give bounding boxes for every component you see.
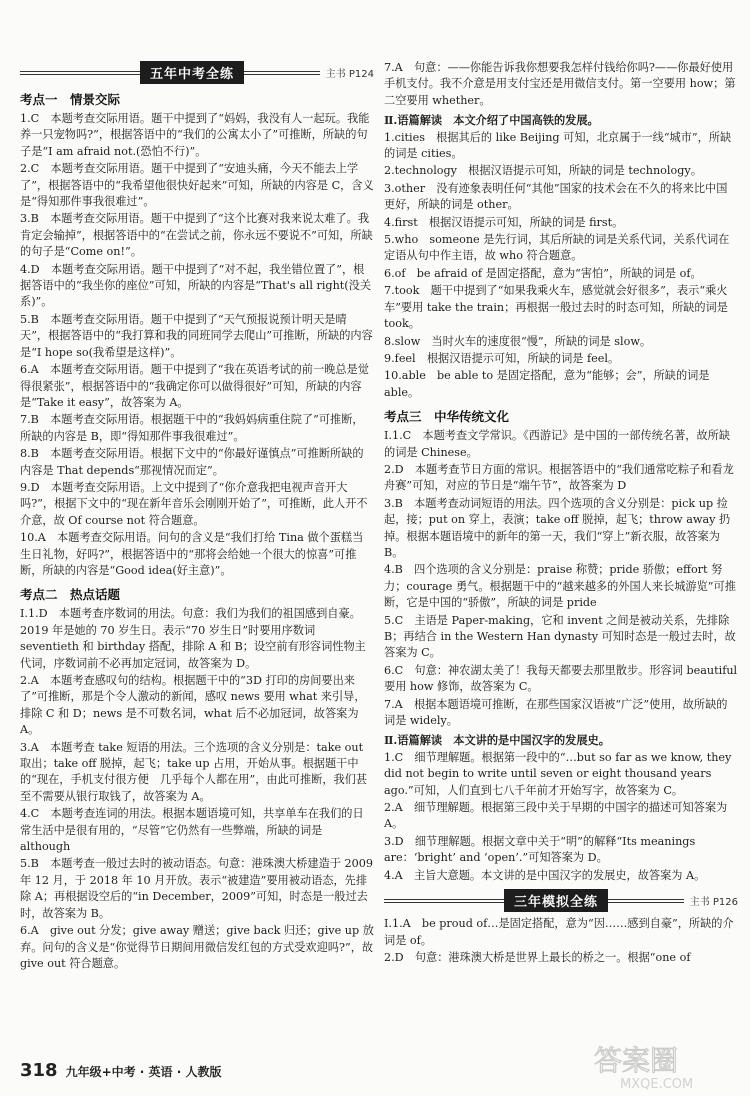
answer-paragraph: Ⅰ.1.D 本题考查序数词的用法。句意：我们为我们的祖国感到自豪。2019 年是她的 70 岁生日。表示“70 岁生日”时要用序数词 seventieth 和 birthday 搭配，排除 A 和 B；设空前有形容词性物主代词，序数词前不必再加定冠词，故答案为 D。 bbox=[20, 607, 366, 670]
answer-paragraph: 6.C 句意：神农湖太美了！我每天都要去那里散步。形容词 beautiful 要用 how 修饰，故答案为 C。 bbox=[384, 663, 738, 694]
answer-paragraph: 2.D 本题考查节日方面的常识。根据答语中的“我们通常吃粽子和看龙舟赛”可知，对应的节日是“端午节”，故答案为 D bbox=[384, 462, 734, 493]
answer-paragraph: 4.B 四个选项的含义分别是：praise 称赞；pride 骄傲；effort 努力；courage 勇气。根据题干中的“越来越多的外国人来长城游览”可推断，它是中国的“骄傲”，所缺的词是 pride bbox=[384, 563, 736, 610]
answer-paragraph: 7.took 题干中提到了“如果我乘火车，感觉就会好很多”，表示“乘火车”要用 take the train；再根据一般过去时的时态可知，所缺的词是 took。 bbox=[384, 284, 728, 331]
page-footer bbox=[20, 1060, 221, 1081]
answer-paragraph: 2.A 细节理解题。根据第三段中关于早期的中国字的描述可知答案为 A。 bbox=[384, 801, 728, 831]
answer-paragraph: 1.cities 根据其后的 like Beijing 可知，北京属于一线“城市”，所缺的词是 cities。 bbox=[384, 130, 732, 161]
answer-paragraph: Ⅰ.1.C 本题考查文学常识。《西游记》是中国的一部传统名著，故所缺的词是 Chinese。 bbox=[384, 429, 731, 459]
answer-paragraph: 1.C 细节理解题。根据第一段中的“…but so far as we know, they did not begin to write until seven or eight thousand years ago.”可知，人们直到七八千年前才开始写字，故答案为 C。 bbox=[384, 750, 732, 797]
banner-ref: 主书 P124 bbox=[320, 65, 374, 80]
answer-paragraph: 2.A 本题考查感叹句的结构。根据题干中的“3D 打印的房间要出来了”可推断，那是个令人激动的新闻，感叹 news 要用 what 来引导，排除 C 和 D；news 是不可数名词，what 后不必加冠词，故答案为 A。 bbox=[20, 674, 366, 737]
banner-title: 三年模拟全练 bbox=[504, 889, 608, 912]
answer-paragraph: 2.C 本题考查交际用语。题干中提到了“安迪头痛，今天不能去上学了”，根据答语中的“我希望他很快好起来”可知，所缺的内容是 C，含义是“得知那件事我很难过”。 bbox=[20, 162, 374, 209]
answer-paragraph: 5.who someone 是先行词，其后所缺的词是关系代词，关系代词在定语从句中作主语，故 who 符合题意。 bbox=[384, 233, 730, 263]
section-heading: 考点一 情景交际 bbox=[20, 92, 121, 107]
answer-paragraph: 10.able be able to 是固定搭配，意为“能够；会”，所缺的词是 able。 bbox=[384, 369, 710, 399]
answer-paragraph: 2.technology 根据汉语提示可知，所缺的词是 technology。 bbox=[384, 164, 702, 178]
watermark-logo-icon bbox=[590, 1038, 740, 1092]
answer-paragraph: 5.B 本题考查一般过去时的被动语态。句意：港珠澳大桥建造于 2009 年 12 月，于 2018 年 10 月开放。表示“被建造”要用被动语态，先排除 A；再根据设空后的“in December，2009”可知，时态是一般过去时，故答案为 B。 bbox=[20, 857, 373, 920]
answer-paragraph: 1.C 本题考查交际用语。题干中提到了“妈妈，我没有人一起玩。我能养一只宠物吗?”，根据答语中的“我们的公寓太小了”可推断，所缺的句子是“I am afraid not.(恐怕不行)”。 bbox=[20, 112, 370, 158]
section-banner bbox=[384, 888, 738, 912]
answer-paragraph: 3.A 本题考查 take 短语的用法。三个选项的含义分别是：take out 取出；take off 脱掉，起飞；take up 占用，开始从事。根据题干中的“现在，手机支付很方便 几乎每个人都在用”，由此可推断，我们甚至不需要从银行取钱了，故答案为 A。 bbox=[20, 740, 368, 803]
answer-paragraph: Ⅰ.1.A be proud of…是固定搭配，意为“因……感到自豪”，所缺的介词是 of。 bbox=[384, 917, 734, 947]
right-body bbox=[384, 60, 738, 966]
right-column bbox=[384, 60, 738, 967]
answer-paragraph: 3.other 没有迹象表明任何“其他”国家的技术会在不久的将来比中国更好，所缺的词是 other。 bbox=[384, 181, 728, 212]
page-number: 318 bbox=[20, 1060, 58, 1081]
answer-paragraph: 4.D 本题考查交际用语。题干中提到了“对不起，我坐错位置了”，根据答语中的“我坐你的座位”可知，所缺的内容是“That's all right(没关系)”。 bbox=[20, 262, 372, 309]
passage-summary: Ⅱ.语篇解读 本文讲的是中国汉字的发展史。 bbox=[384, 733, 610, 748]
section-heading: 考点二 热点话题 bbox=[20, 587, 121, 603]
answer-paragraph: 9.feel 根据汉语提示可知，所缺的词是 feel。 bbox=[384, 351, 620, 365]
answer-paragraph: 2.D 句意：港珠澳大桥是世界上最长的桥之一。根据“one of bbox=[384, 950, 691, 964]
answer-paragraph: 9.D 本题考查交际用语。上文中提到了“你介意我把电视声音开大吗?”，根据下文中的“现在新年音乐会刚刚开始了”，可推断，此人开不介意，故 Of course not 符合题意。 bbox=[20, 480, 368, 527]
svg-text:MXQE.COM: MXQE.COM bbox=[620, 1077, 694, 1092]
answer-paragraph: 7.A 句意：——你能告诉我你想要我怎样付钱给你吗?——你最好使用手机支付。我不介意是用支付宝还是用微信支付。第一空要用 how；第二空要用 whether。 bbox=[384, 61, 736, 107]
answer-paragraph: 4.C 本题考查连词的用法。根据本题语境可知，共享单车在我们的日常生活中是很有用的，“尽管”它仍然有一些弊端，所缺的词是 although bbox=[20, 807, 364, 854]
answer-paragraph: 3.B 本题考查动词短语的用法。四个选项的含义分别是：pick up 捡起，接；put on 穿上，表演；take off 脱掉，起飞；throw away 扔掉。根据本题语境中的新年的第一天，我们“穿上”新衣服，故答案为 B。 bbox=[384, 496, 731, 559]
answer-paragraph: 8.slow 当时火车的速度很“慢”，所缺的词是 slow。 bbox=[384, 334, 652, 348]
section-heading: 考点三 中华传统文化 bbox=[384, 409, 510, 425]
left-body bbox=[20, 90, 374, 972]
answer-paragraph: 6.A 本题考查交际用语。题干中提到了“我在英语考试的前一晚总是觉得很紧张”，根据答语中的“我确定你可以做得很好”可知，所缺的内容是“Take it easy”，故答案为 A。 bbox=[20, 363, 369, 409]
answer-paragraph: 6.A give out 分发；give away 赠送；give back 归还；give up 放弃。问句的含义是“你觉得节日期间用微信发红包的方式受欢迎吗?”，故 give out 符合题意。 bbox=[20, 924, 374, 970]
answer-paragraph: 5.C 主语是 Paper-making，它和 invent 之间是被动关系，先排除 B；再结合 in the Western Han dynasty 可知时态是一般过去时，故答案为 C。 bbox=[384, 613, 736, 660]
answer-paragraph: 6.of be afraid of 是固定搭配，意为“害怕”，所缺的词是 of。 bbox=[384, 266, 702, 280]
passage-summary: Ⅱ.语篇解读 本文介绍了中国高铁的发展。 bbox=[384, 113, 599, 128]
answer-paragraph: 4.first 根据汉语提示可知，所缺的词是 first。 bbox=[384, 215, 624, 229]
answer-paragraph: 7.B 本题考查交际用语。根据题干中的“我妈妈病重住院了”可推断，所缺的内容是 B，即“得知那件事我很难过”。 bbox=[20, 413, 364, 443]
section-banner bbox=[20, 60, 374, 84]
answer-paragraph: 4.A 主旨大意题。本文讲的是中国汉字的发展史，故答案为 A。 bbox=[384, 868, 706, 882]
left-column bbox=[20, 60, 374, 973]
svg-text:答案圈: 答案圈 bbox=[594, 1044, 679, 1077]
banner-ref: 主书 P126 bbox=[684, 893, 738, 908]
answer-paragraph: 7.A 根据本题语境可推断，在那些国家汉语被“广泛”使用，故所缺的词是 widely。 bbox=[384, 697, 728, 728]
answer-paragraph: 3.B 本题考查交际用语。题干中提到了“这个比赛对我来说太难了。我肯定会输掉”，根据答语中的“在尝试之前，你永远不要说不”可知，所缺的句子是“Come on!”。 bbox=[20, 212, 373, 259]
answer-paragraph: 8.B 本题考查交际用语。根据下文中的“你最好谨慎点”可推断所缺的内容是 That depends“那视情况而定”。 bbox=[20, 447, 364, 477]
answer-paragraph: 10.A 本题考查交际用语。问句的含义是“我们打给 Tina 做个蛋糕当生日礼物，好吗?”，根据答语中的“那将会给她一个很大的惊喜”可推断，所缺的内容是“Good idea(好主意)”。 bbox=[20, 531, 364, 577]
banner-title: 五年中考全练 bbox=[140, 61, 244, 84]
answer-paragraph: 3.D 细节理解题。根据文章中关于“明”的解释“Its meanings are：‘bright’ and ‘open’.”可知答案为 D。 bbox=[384, 834, 696, 865]
book-title: 九年级+中考 · 英语 · 人教版 bbox=[65, 1065, 222, 1079]
answer-paragraph: 5.B 本题考查交际用语。题干中提到了“天气预报说预计明天是晴天”，根据答语中的“我打算和我的同班同学去爬山”可推断，所缺的内容是“I hope so(我希望是这样)”。 bbox=[20, 312, 373, 359]
